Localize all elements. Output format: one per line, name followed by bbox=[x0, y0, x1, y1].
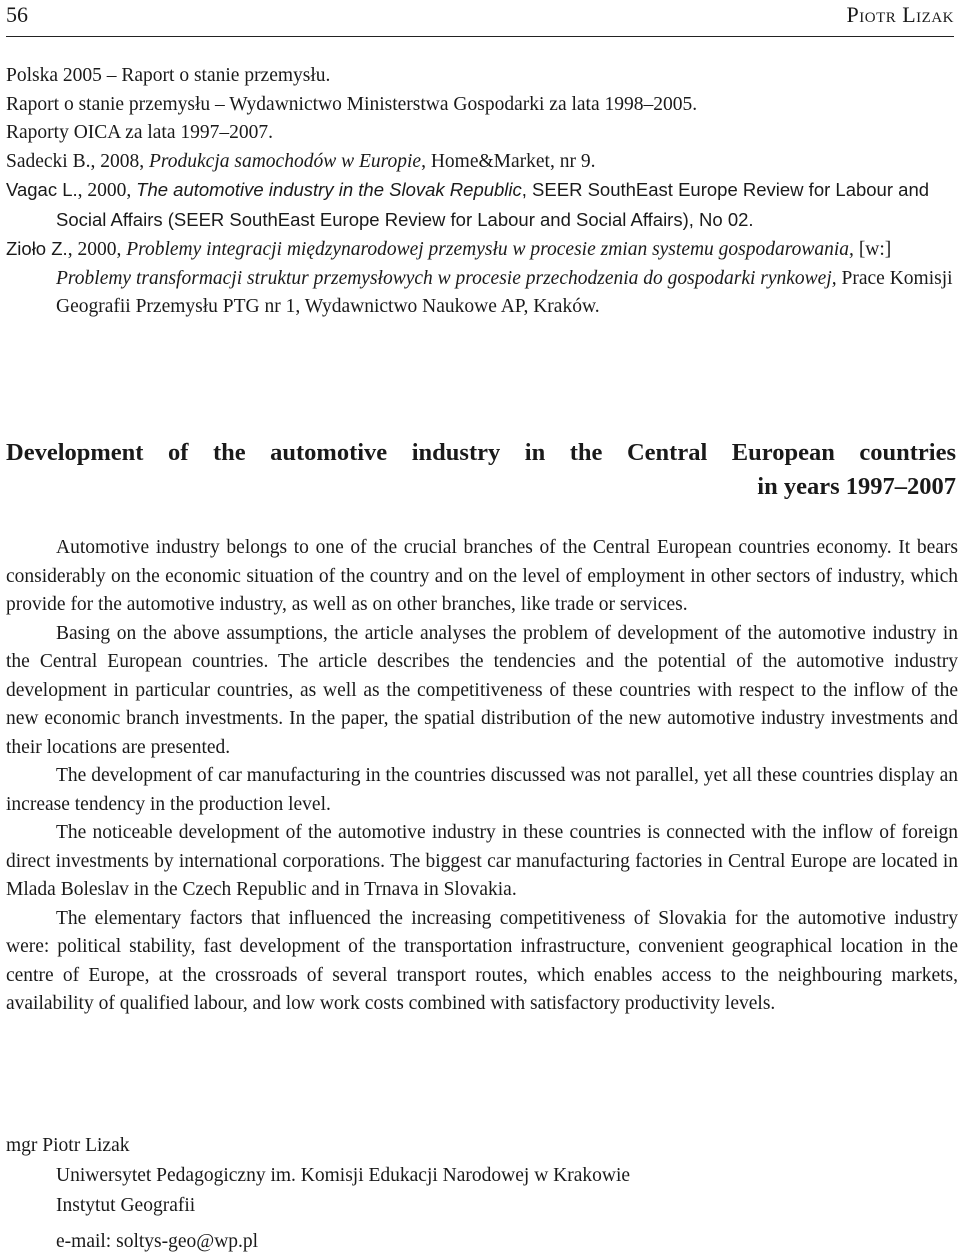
reference-title: The automotive industry in the Slovak Republic bbox=[136, 179, 522, 200]
reference-text: Raporty OICA za lata 1997–2007. bbox=[6, 122, 273, 143]
reference-author: Zioło Z. bbox=[6, 238, 68, 259]
reference-item bbox=[6, 235, 956, 322]
reference-title-2: Problemy transformacji struktur przemysłowych w procesie przechodzenia do gospodarki rynkowej, bbox=[56, 267, 837, 289]
reference-item bbox=[6, 176, 956, 235]
author-name: mgr Piotr Lizak bbox=[6, 1135, 130, 1156]
reference-text: Polska 2005 – Raport o stanie przemysłu. bbox=[6, 65, 331, 86]
author-university: Uniwersytet Pedagogiczny im. Komisji Edukacji Narodowej w Krakowie bbox=[56, 1165, 631, 1186]
article-title-line-2: in years 1997–2007 bbox=[757, 473, 956, 500]
reference-title: Problemy integracji międzynarodowej przemysłu w procesie zmian systemu gospodarowania, bbox=[126, 239, 854, 260]
abstract-paragraph: Automotive industry belongs to one of the crucial branches of the Central European countries economy. It bears considerably on the economic situation of the country and on the level of employment in other sectors of industry, which provide for the automotive industry, as well as on other branches, like trade or services. bbox=[6, 537, 958, 615]
reference-text: Raport o stanie przemysłu – Wydawnictwo Ministerstwa Gospodarki za lata 1998–2005. bbox=[6, 93, 698, 115]
reference-author: Vagac L. bbox=[6, 179, 78, 200]
abstract bbox=[6, 534, 958, 1019]
abstract-paragraph: The development of car manufacturing in the countries discussed was not parallel, yet all these countries display an increase tendency in the production level. bbox=[6, 765, 958, 815]
reference-item bbox=[6, 91, 956, 120]
reference-rest: , Home&Market, nr 9. bbox=[421, 150, 596, 172]
abstract-paragraph: The noticeable development of the automotive industry in these countries is connected with the inflow of foreign direct investments by international corporations. The biggest car manufacturing factories in Central Europe are located in Mlada Boleslav in the Czech Republic and in Trnava in Slovakia. bbox=[6, 822, 958, 900]
reference-in: [w:] bbox=[853, 239, 892, 260]
running-head: Piotr Lizak bbox=[846, 2, 954, 27]
author-block bbox=[6, 1131, 956, 1257]
author-institute: Instytut Geografii bbox=[56, 1195, 196, 1216]
article-title-line-1: Development of the automotive industry in the Central European countries bbox=[6, 439, 956, 466]
reference-rest: , SEER SouthEast Europe Review for Labour and Social Affairs (SEER SouthEast Europe Review for Labour and Social Affairs), No 02. bbox=[56, 179, 930, 230]
abstract-paragraph: Basing on the above assumptions, the article analyses the problem of development of the automotive industry in the Central European countries. The article describes the tendencies and the potential of the automotive industry development in particular countries, as well as the competitiveness of these countries with respect to the inflow of the new economic branch investments. In the paper, the spatial distribution of the new automotive industry investments and their locations are presented. bbox=[6, 622, 958, 758]
reference-item bbox=[6, 119, 956, 148]
author-email: e-mail: soltys-geo@wp.pl bbox=[56, 1231, 259, 1252]
reference-rest: Prace Komisji Geografii Przemysłu PTG nr 1, Wydawnictwo Naukowe AP, Kraków. bbox=[56, 267, 953, 317]
reference-item bbox=[6, 62, 956, 91]
page-header bbox=[6, 0, 954, 37]
page-number: 56 bbox=[6, 2, 28, 27]
reference-list bbox=[6, 62, 956, 322]
reference-year: , 2000, bbox=[67, 239, 127, 260]
reference-title: Produkcja samochodów w Europie bbox=[148, 150, 422, 172]
reference-item bbox=[6, 148, 956, 177]
abstract-paragraph: The elementary factors that influenced the increasing competitiveness of Slovakia for the automotive industry were: political stability, fast development of the transportation infrastructure, convenient geographical location in the centre of Europe, at the crossroads of several transport routes, which enables access to the neighbouring markets, availability of qualified labour, and low work costs combined with satisfactory productivity levels. bbox=[6, 907, 958, 1014]
reference-year: , 2000, bbox=[77, 180, 137, 201]
reference-author: Sadecki B., 2008, bbox=[6, 150, 149, 172]
article-title bbox=[6, 436, 956, 504]
